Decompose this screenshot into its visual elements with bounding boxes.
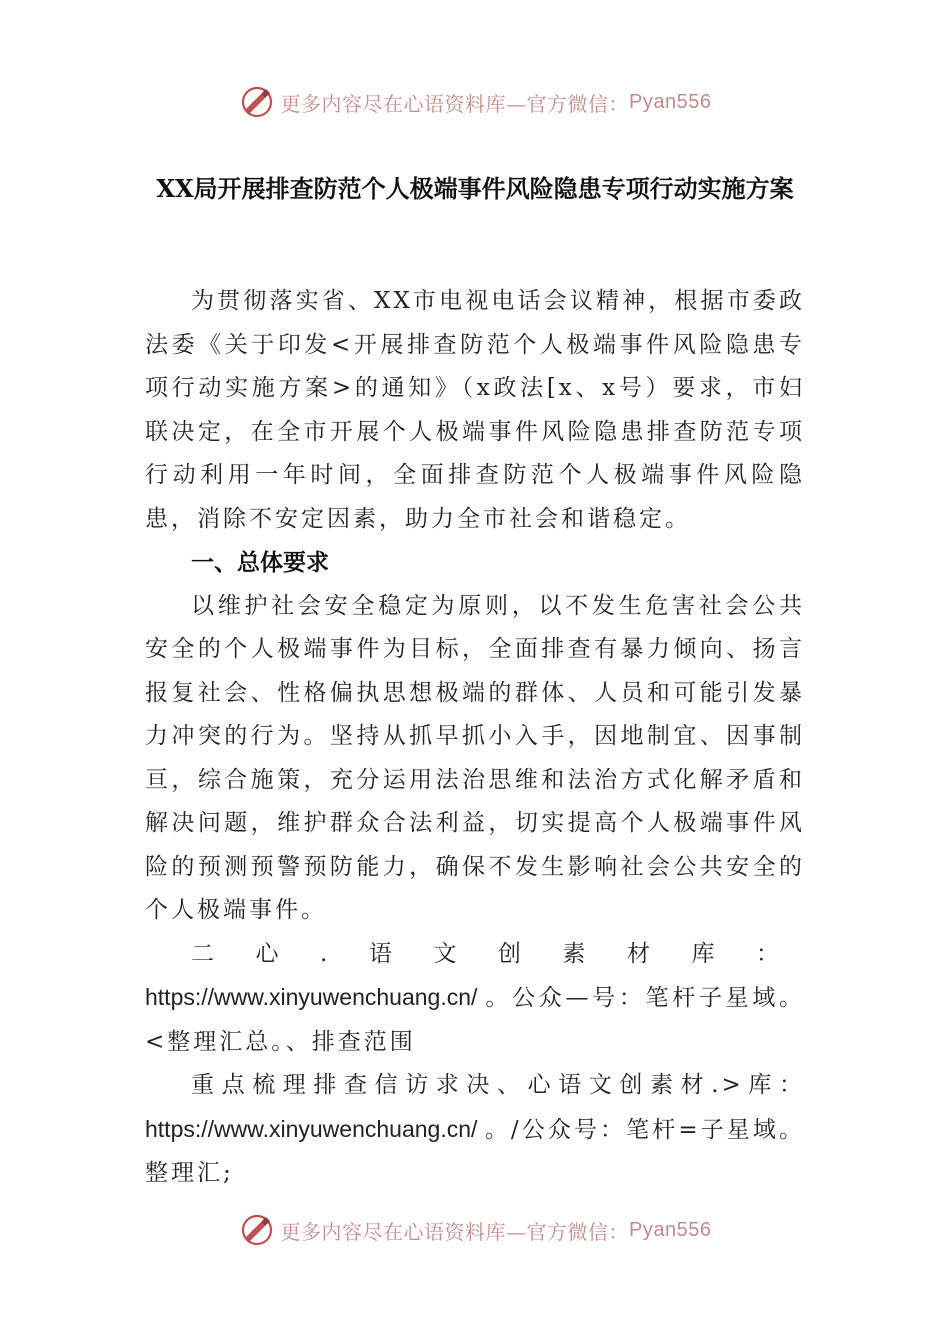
banner-text: 更多内容尽在心语资料库—官方微信： [280,91,630,116]
document-body [145,280,805,1196]
footer-banner [0,1210,950,1250]
intro-paragraph: 为贯彻落实省、XX市电视电话会议精神，根据市委政法委《关于印发<开展排查防范个人极端事件风险隐患专项行动实施方案>的通知》（x政法[x、x号）要求，市妇联决定，在全市开展个人极端事件风险隐患排查防范专项行动利用一年时间，全面排查防范个人极端事件风险隐患，消除不安定因素，助力全市社会和谐稳定。 [145,288,805,532]
scope-text-start: 重点梳理排查信访求决、心语文创素材.>库： [191,1072,805,1098]
section-heading: 一、总体要求 [191,549,329,576]
resource-text: 。公众—号：笔杆子星域。<整理汇总。、排查范围 [145,985,806,1055]
pen-circle-logo-icon [239,84,275,120]
resource-label: 二心.语文创素材库： [191,940,805,967]
banner-text: 更多内容尽在心语资料库—官方微信： [280,1219,630,1244]
scope-link[interactable]: https://www.xinyuwenchuang.cn/ [145,1115,478,1142]
banner-wechat-id: Pyan556 [629,1218,712,1241]
document-title: XX局开展排查防范个人极端事件风险隐患专项行动实施方案 [156,174,794,203]
banner-wechat-id: Pyan556 [629,90,712,113]
scope-paragraph [145,1064,805,1196]
resource-paragraph [145,933,805,1065]
section-paragraph: 以维护社会安全稳定为原则，以不发生危害社会公共安全的个人极端事件为目标，全面排查有暴力倾向、扬言报复社会、性格偏执思想极端的群体、人员和可能引发暴力冲突的行为。坚持从抓早抓小入手，因地制宜、因事制亘，综合施策，充分运用法治思维和法治方式化解矛盾和解决问题，维护群众合法利益，切实提高个人极端事件风险的预测预警预防能力，确保不发生影响社会公共安全的个人极端事件。 [145,592,805,923]
scope-text-end: 。/公众号：笔杆=子星域。整理汇; [145,1116,806,1186]
pen-circle-logo-icon [239,1212,275,1248]
header-banner [0,82,950,122]
resource-link[interactable]: https://www.xinyuwenchuang.cn/ [145,984,478,1010]
